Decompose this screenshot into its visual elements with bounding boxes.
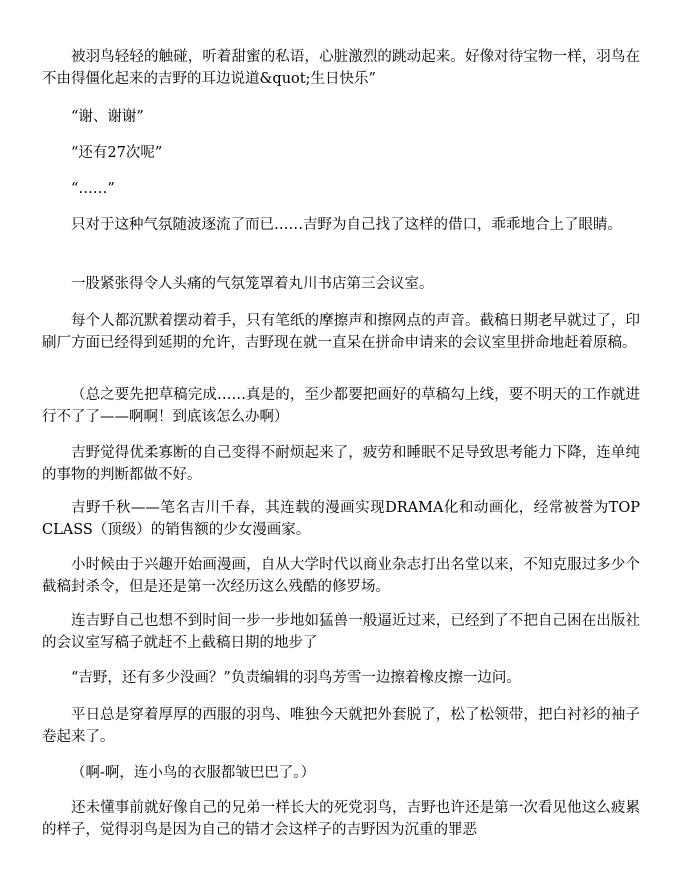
paragraph: 连吉野自己也想不到时间一步一步地如猛兽一般逼近过来，已经到了不把自己困在出版社的会议室写稿子就赶不上截稿日期的地步了 <box>42 613 640 651</box>
paragraph: “……” <box>71 181 115 197</box>
paragraph: （总之要先把草稿完成……真是的，至少都要把画好的草稿勾上线，要不明天的工作就进行不了了——啊啊！到底该怎么办啊） <box>42 387 640 425</box>
paragraph: 每个人都沉默着摆动着手，只有笔纸的摩擦声和擦网点的声音。截稿日期老早就过了，印刷厂方面已经得到延期的允许，吉野现在就一直呆在拼命申请来的会议室里拼命地赶着原稿。 <box>42 313 640 351</box>
paragraph: （啊-啊，连小鸟的衣服都皱巴巴了。） <box>71 765 316 781</box>
paragraph: 小时候由于兴趣开始画漫画，自从大学时代以商业杂志打出名堂以来，不知克服过多少个截稿封杀令，但是还是第一次经历这么残酷的修罗场。 <box>42 557 640 595</box>
paragraph: “吉野，还有多少没画？”负责编辑的羽鸟芳雪一边擦着橡皮擦一边问。 <box>71 670 521 686</box>
paragraph: 平日总是穿着厚厚的西服的羽鸟、唯独今天就把外套脱了，松了松领带，把白衬衫的袖子卷起来了。 <box>42 707 640 745</box>
paragraph: “还有27次呢” <box>71 145 163 161</box>
paragraph: 吉野觉得优柔寡断的自己变得不耐烦起来了，疲劳和睡眠不足导致思考能力下降，连单纯的事物的判断都做不好。 <box>42 445 640 483</box>
paragraph: “谢、谢谢” <box>71 109 144 125</box>
paragraph: 吉野千秋——笔名吉川千春，其连载的漫画实现DRAMA化和动画化，经常被誉为TOP CLASS（顶级）的销售额的少女漫画家。 <box>42 500 640 538</box>
paragraph: 还未懂事前就好像自己的兄弟一样长大的死党羽鸟，吉野也许还是第一次看见他这么疲累的样子，觉得羽鸟是因为自己的错才会这样子的吉野因为沉重的罪恶 <box>42 800 640 838</box>
paragraph: 只对于这种气氛随波逐流了而已……吉野为自己找了这样的借口，乖乖地合上了眼睛。 <box>71 217 622 233</box>
paragraph: 被羽鸟轻轻的触碰，听着甜蜜的私语，心脏激烈的跳动起来。好像对待宝物一样，羽鸟在不由得僵化起来的吉野的耳边说道&quot;生日快乐” <box>42 49 640 87</box>
paragraph: 一股紧张得令人头痛的气氛笼罩着丸川书店第三会议室。 <box>71 276 434 292</box>
